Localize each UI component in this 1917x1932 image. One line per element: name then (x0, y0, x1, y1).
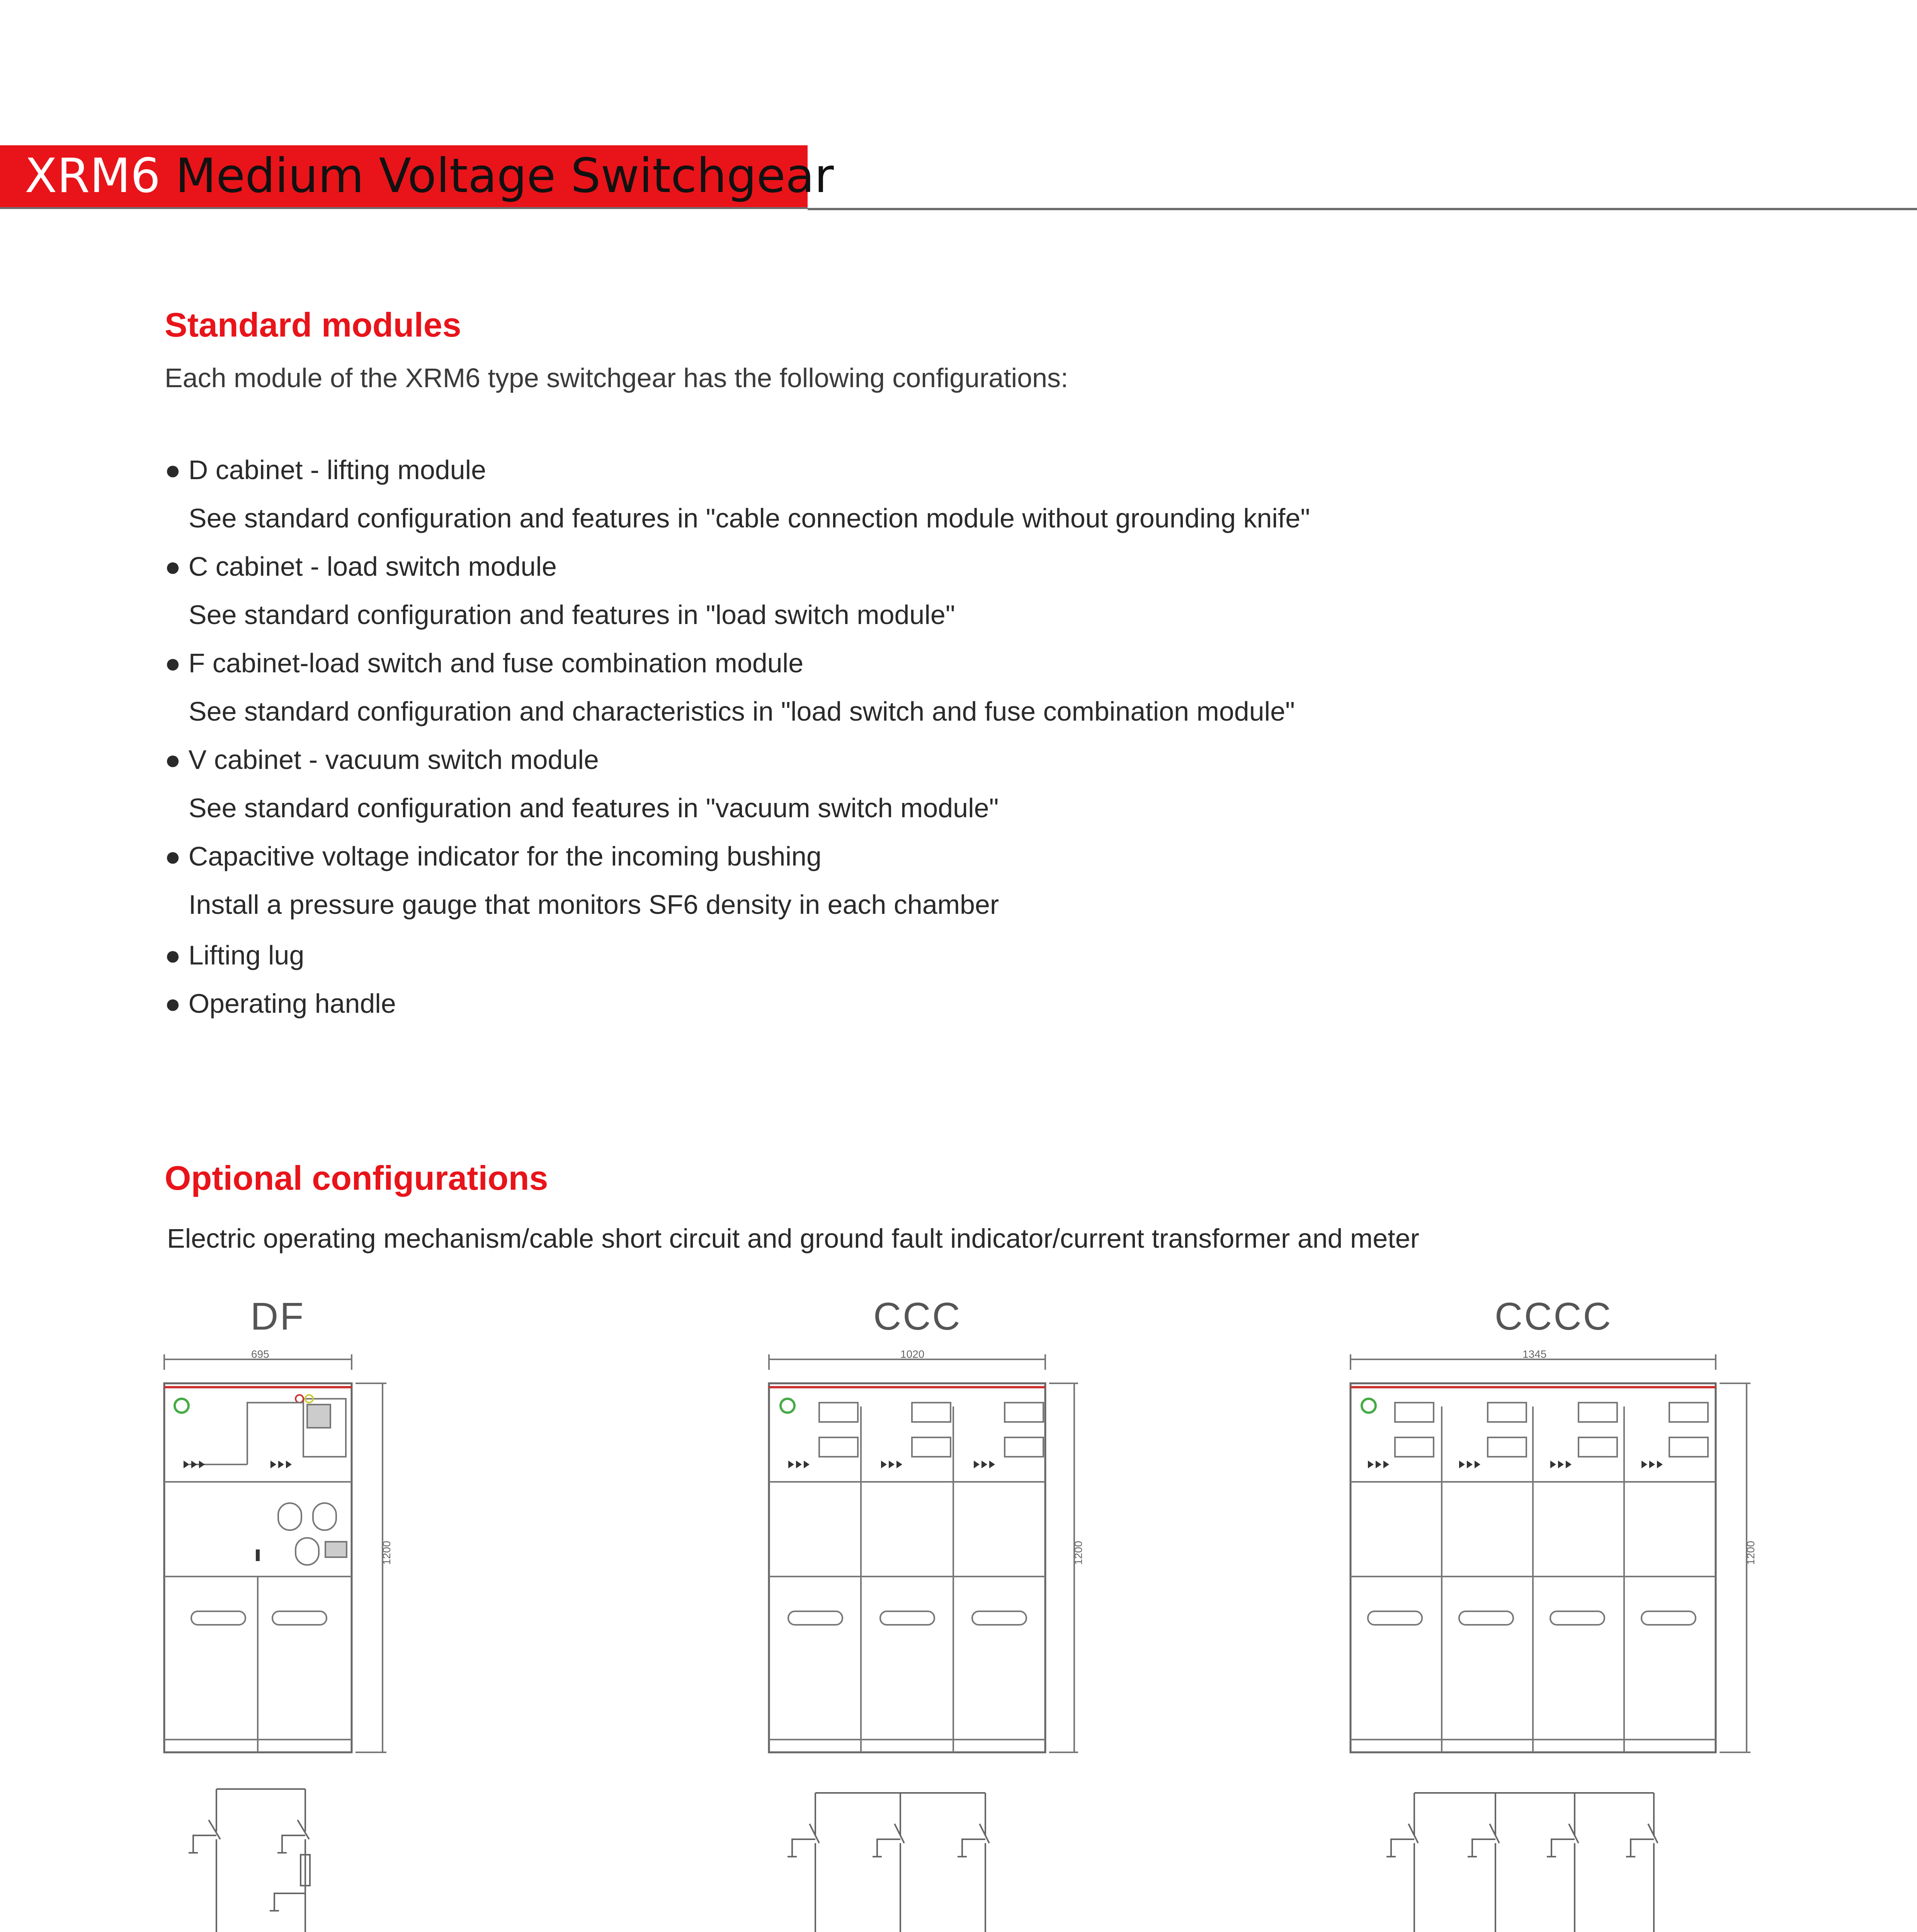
list-item: ● V cabinet - vacuum switch module (165, 745, 599, 775)
list-item: ● F cabinet-load switch and fuse combination module (165, 648, 804, 678)
optional-configurations-intro: Electric operating mechanism/cable short circuit and ground fault indicator/current transformer and meter (167, 1223, 1419, 1253)
list-item: See standard configuration and features in "cable connection module without grounding knife" (189, 503, 1310, 533)
ccc-height-label: 1200 (1072, 1541, 1084, 1565)
cccc-height-label: 1200 (1745, 1541, 1757, 1565)
title-name: Medium Voltage Switchgear (160, 148, 834, 203)
cccc-cabinet-drawing (1341, 1349, 1774, 1758)
title-underline (0, 207, 808, 209)
title-code: XRM6 (25, 148, 161, 203)
df-single-line-diagram (162, 1785, 379, 1932)
list-item: See standard configuration and characteristics in "load switch and fuse combination module" (189, 696, 1295, 726)
ccc-single-line-diagram (773, 1789, 1020, 1932)
standard-modules-heading: Standard modules (165, 306, 461, 344)
ccc-width-label: 1020 (900, 1349, 925, 1360)
list-item: ● Capacitive voltage indicator for the incoming bushing (165, 841, 822, 871)
standard-modules-intro: Each module of the XRM6 type switchgear has the following configurations: (165, 363, 1068, 393)
list-item: ● Lifting lug (165, 940, 304, 970)
ccc-cabinet-drawing (757, 1349, 1105, 1758)
figure-title-cccc: CCCC (1495, 1295, 1613, 1338)
list-item: See standard configuration and features in "load switch module" (189, 600, 955, 630)
figure-title-ccc: CCC (873, 1295, 962, 1338)
df-height-label: 1200 (381, 1541, 393, 1565)
list-item: ● Operating handle (165, 988, 396, 1019)
list-item: ● D cabinet - lifting module (165, 455, 486, 485)
df-width-label: 695 (251, 1349, 269, 1360)
cccc-single-line-diagram (1368, 1789, 1700, 1932)
list-item: See standard configuration and features in "vacuum switch module" (189, 793, 999, 823)
figure-title-df: DF (250, 1295, 305, 1338)
title-rule (808, 208, 1917, 210)
page-title (25, 147, 834, 205)
list-item: Install a pressure gauge that monitors SF6 density in each chamber (189, 889, 999, 920)
cccc-width-label: 1345 (1522, 1349, 1547, 1360)
optional-configurations-heading: Optional configurations (165, 1159, 548, 1197)
df-cabinet-drawing (155, 1349, 410, 1758)
list-item: ● C cabinet - load switch module (165, 551, 557, 582)
